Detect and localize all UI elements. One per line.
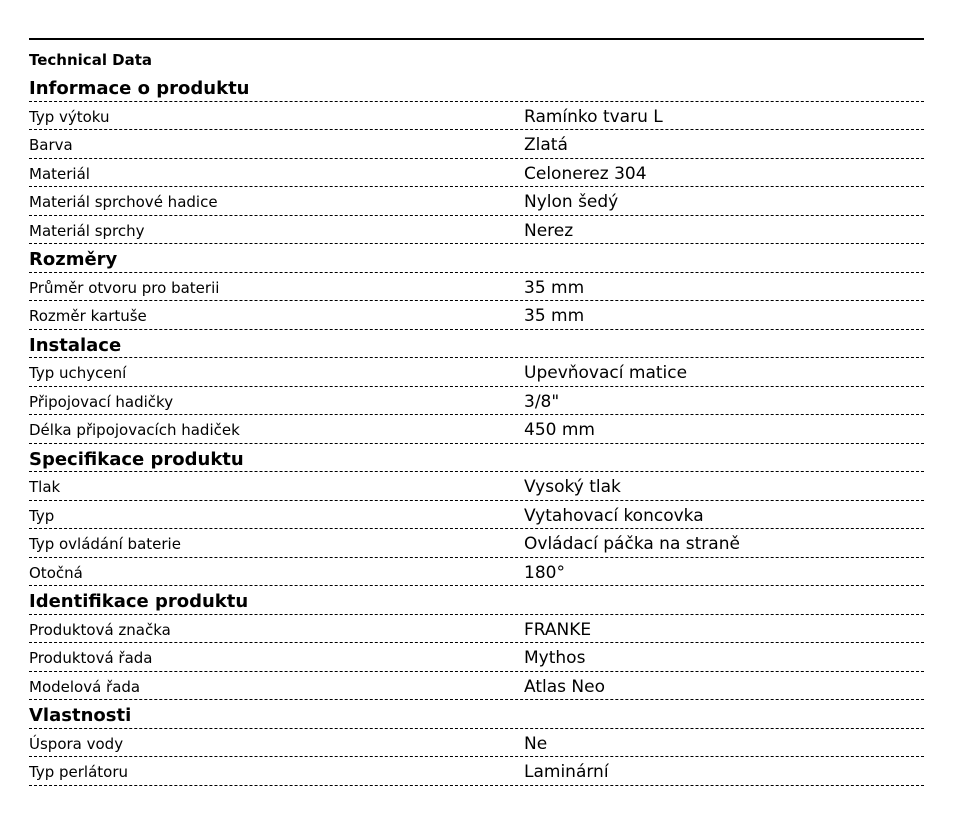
row-value: Vytahovací koncovka xyxy=(524,505,704,526)
row-value: Mythos xyxy=(524,648,586,668)
table-row xyxy=(29,529,924,558)
spec-table xyxy=(29,73,924,786)
row-value: 450 mm xyxy=(524,420,595,440)
row-label: Modelová řada xyxy=(29,677,141,696)
row-label: Délka připojovacích hadiček xyxy=(29,421,240,439)
technical-data-sheet xyxy=(29,38,924,786)
table-row xyxy=(29,301,924,330)
row-label: Typ perlátoru xyxy=(29,763,129,781)
row-label: Úspora vody xyxy=(29,734,124,753)
row-value: Ne xyxy=(524,733,548,754)
table-row xyxy=(29,672,924,701)
row-value: FRANKE xyxy=(524,619,592,640)
table-row xyxy=(29,643,924,672)
row-value: 35 mm xyxy=(524,277,585,298)
section-heading: Rozměry xyxy=(29,244,924,273)
row-label: Materiál xyxy=(29,164,90,183)
section-heading: Informace o produktu xyxy=(29,73,924,102)
row-label: Produktová řada xyxy=(29,649,153,667)
table-row xyxy=(29,415,924,444)
table-row xyxy=(29,159,924,188)
row-label: Typ ovládání baterie xyxy=(29,535,181,553)
row-value: Nerez xyxy=(524,220,574,241)
table-row xyxy=(29,387,924,416)
row-value: 3/8" xyxy=(524,391,560,412)
table-row xyxy=(29,130,924,159)
row-label: Tlak xyxy=(29,478,61,496)
row-value: Laminární xyxy=(524,762,609,782)
table-row xyxy=(29,102,924,131)
row-value: Zlatá xyxy=(524,135,568,155)
row-label: Připojovací hadičky xyxy=(29,392,174,411)
row-value: Atlas Neo xyxy=(524,676,605,697)
table-row xyxy=(29,472,924,501)
section-heading: Instalace xyxy=(29,330,924,359)
row-label: Typ výtoku xyxy=(29,107,110,126)
row-label: Otočná xyxy=(29,563,83,582)
row-label: Průměr otvoru pro baterii xyxy=(29,278,220,297)
table-row xyxy=(29,187,924,216)
row-label: Typ uchycení xyxy=(29,364,127,382)
table-row xyxy=(29,558,924,587)
table-row xyxy=(29,358,924,387)
table-row xyxy=(29,273,924,302)
row-label: Barva xyxy=(29,136,73,154)
row-value: Celonerez 304 xyxy=(524,163,647,184)
section-heading: Specifikace produktu xyxy=(29,444,924,473)
row-label: Rozměr kartuše xyxy=(29,307,147,325)
row-value: 180° xyxy=(524,562,565,583)
table-row xyxy=(29,757,924,786)
row-label: Materiál sprchové hadice xyxy=(29,193,218,211)
table-row xyxy=(29,501,924,530)
row-label: Materiál sprchy xyxy=(29,221,145,240)
row-label: Produktová značka xyxy=(29,620,171,639)
row-value: Upevňovací matice xyxy=(524,363,688,383)
table-row xyxy=(29,216,924,245)
section-heading: Vlastnosti xyxy=(29,700,924,729)
row-value: Vysoký tlak xyxy=(524,477,621,497)
row-value: Nylon šedý xyxy=(524,192,619,212)
page-title: Technical Data xyxy=(29,51,153,69)
table-row xyxy=(29,615,924,644)
table-row xyxy=(29,729,924,758)
row-value: Ovládací páčka na straně xyxy=(524,534,740,554)
row-value: Ramínko tvaru L xyxy=(524,106,663,127)
row-value: 35 mm xyxy=(524,306,585,326)
row-label: Typ xyxy=(29,506,55,525)
section-heading: Identifikace produktu xyxy=(29,586,924,615)
